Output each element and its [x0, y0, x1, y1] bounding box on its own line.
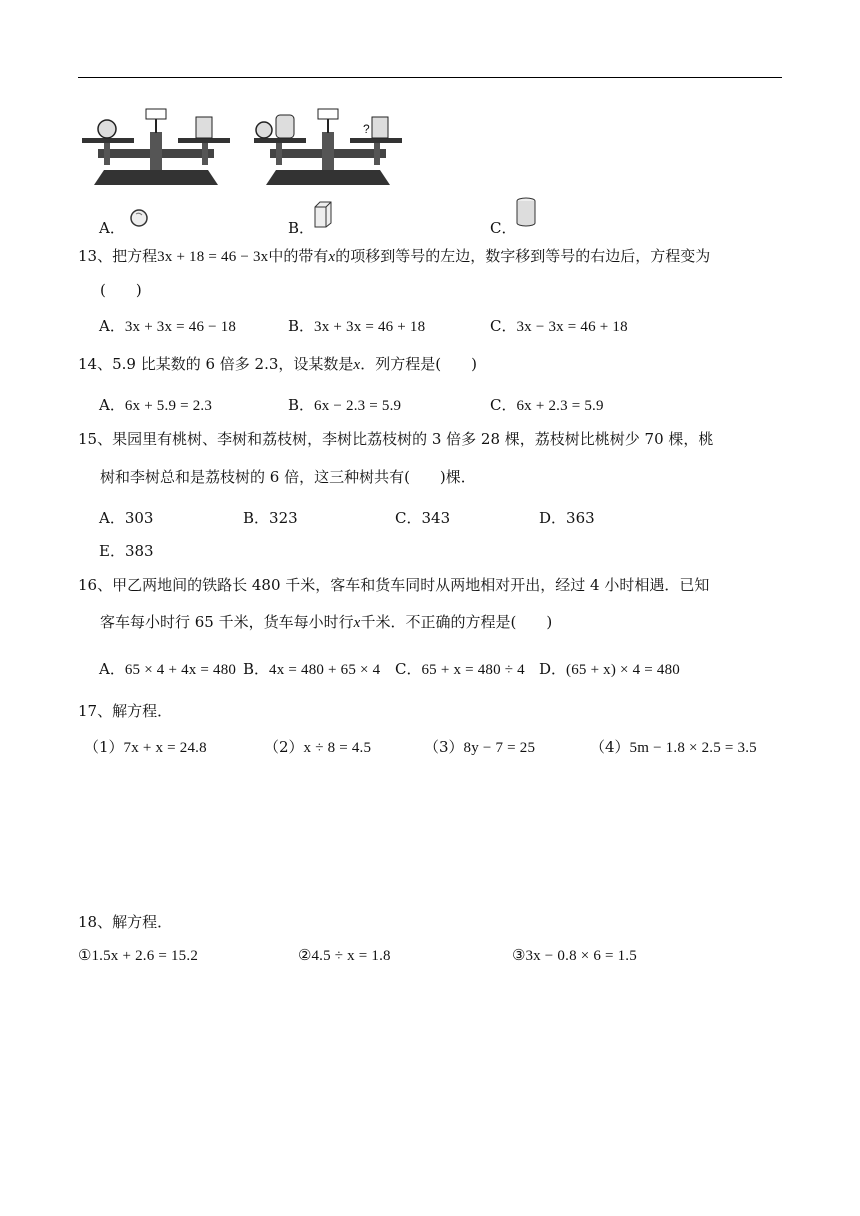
q13-stem-line1: 13、把方程3x + 18 = 46 − 3x中的带有x的项移到等号的左边，数字移到等号的右边后，方程变为 [78, 247, 711, 265]
q17-item-1: （1）7x + x = 24.8 [84, 738, 207, 756]
q17-item-2: （2）x ÷ 8 = 4.5 [264, 738, 372, 756]
q14-option-c[interactable]: C．6x + 2.3 = 5.9 [490, 396, 604, 414]
balance-scale-left [80, 105, 232, 191]
q15-stem-line1: 15、果园里有桃树、李树和荔枝树，李树比荔枝树的 3 倍多 28 棵，荔枝树比桃树少 70 棵，桃 [78, 430, 714, 448]
q15-option-d[interactable]: D．363 [539, 509, 595, 527]
q17-item-4: （4）5m − 1.8 × 2.5 = 3.5 [590, 738, 757, 756]
q13-equation: 3x + 18 = 46 − 3x [157, 249, 269, 265]
q16-stem-line1: 16、甲乙两地间的铁路长 480 千米，客车和货车同时从两地相对开出，经过 4 小时相遇．已知 [78, 576, 710, 594]
q14-option-a[interactable]: A．6x + 5.9 = 2.3 [99, 396, 213, 414]
q15-option-e[interactable]: E．383 [99, 542, 154, 560]
q16-option-d[interactable]: D．(65 + x) × 4 = 480 [539, 660, 680, 678]
cylinder-icon [276, 115, 294, 138]
q13-variable: x [328, 249, 336, 265]
q18-item-1: ①1.5x + 2.6 = 15.2 [78, 946, 199, 964]
q18-title: 18、解方程． [78, 913, 173, 931]
unknown-mark: ? [363, 122, 370, 136]
q14-option-b[interactable]: B．6x − 2.3 = 5.9 [288, 396, 402, 414]
q15-option-b[interactable]: B．323 [243, 509, 298, 527]
cylinder-icon [514, 195, 538, 229]
q14-stem: 14、5.9 比某数的 6 倍多 2.3，设某数是x．列方程是( ) [78, 355, 477, 373]
q16-option-c[interactable]: C．65 + x = 480 ÷ 4 [395, 660, 525, 678]
q16-option-a[interactable]: A．65 × 4 + 4x = 480 [99, 660, 237, 678]
q12-option-b-label[interactable]: B． [288, 219, 315, 237]
q17-item-3: （3）8y − 7 = 25 [424, 738, 536, 756]
cube-icon [196, 117, 212, 138]
q18-item-2: ②4.5 ÷ x = 1.8 [298, 946, 391, 964]
header-rule [78, 77, 782, 78]
q13-answer-blank: ( ) [100, 281, 142, 299]
q15-option-a[interactable]: A．303 [99, 509, 154, 527]
q13-option-a[interactable]: A．3x + 3x = 46 − 18 [99, 317, 237, 335]
balance-scale-right [252, 105, 404, 191]
ball-icon [98, 120, 116, 138]
ball-icon [256, 122, 272, 138]
q15-option-c[interactable]: C．343 [395, 509, 451, 527]
q15-stem-line2: 树和李树总和是荔枝树的 6 倍，这三种树共有( )棵． [100, 468, 476, 486]
q13-option-b[interactable]: B．3x + 3x = 46 + 18 [288, 317, 426, 335]
cube-icon [372, 117, 388, 138]
q13-option-c[interactable]: C．3x − 3x = 46 + 18 [490, 317, 628, 335]
cube-icon [312, 199, 334, 229]
q16-option-b[interactable]: B．4x = 480 + 65 × 4 [243, 660, 381, 678]
q12-option-c-label[interactable]: C． [490, 219, 517, 237]
q12-option-a-label[interactable]: A． [99, 219, 125, 237]
q18-item-3: ③3x − 0.8 × 6 = 1.5 [512, 946, 637, 964]
q16-stem-line2: 客车每小时行 65 千米，货车每小时行x千米．不正确的方程是( ) [100, 613, 553, 631]
ball-icon [128, 207, 150, 229]
q17-title: 17、解方程． [78, 702, 173, 720]
